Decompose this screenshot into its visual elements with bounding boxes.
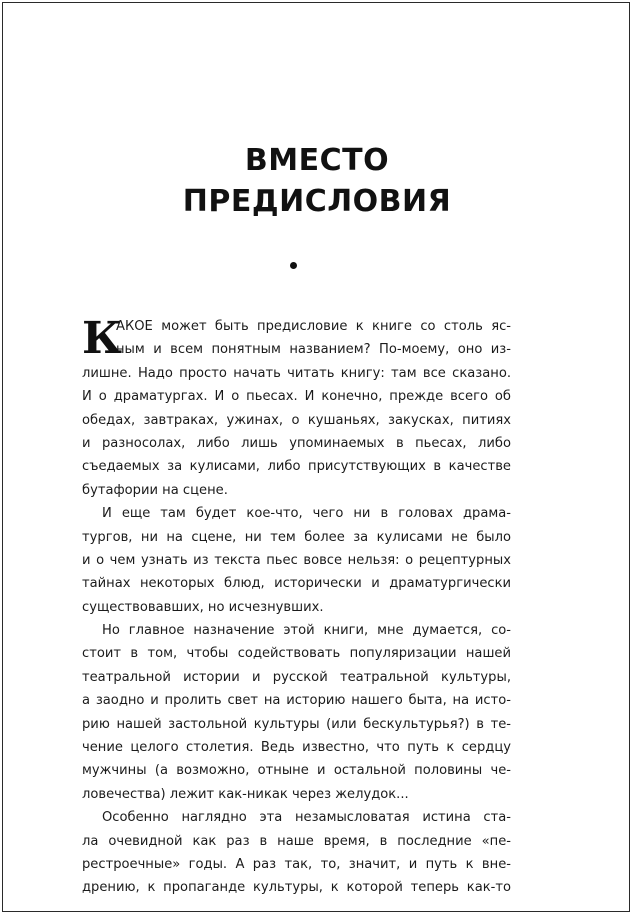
text-line: и разносолах, либо лишь упоминаемых в пьесах, либо [82,435,511,451]
text-line: стоит в том, чтобы содействовать популяризации нашей [82,646,511,662]
text-line: ным и всем понятным названием? По-моему, оно из- [116,342,511,358]
text-line: существовавших, но исчезнувших. [82,599,324,615]
text-line: театральной истории и русской театральной культуры, [82,669,511,685]
text-line: Особенно наглядно эта незамысловатая истина ста- [102,810,511,826]
chapter-title-line-1: ВМЕСТО [244,143,390,178]
drop-cap: К [82,313,123,364]
chapter-title-line-2: ПРЕДИСЛОВИЯ [182,184,452,219]
body-text [82,315,511,900]
text-line: чение целого столетия. Ведь известно, что путь к сердцу [82,740,511,756]
text-line: Но главное назначение этой книги, мне думается, со- [102,623,511,639]
text-line: рию нашей застольной культуры (или бескультурья?) в те- [82,716,511,732]
text-line: тургов, ни на сцене, ни тем более за кулисами не было [82,529,511,545]
text-line: тайнах некоторых блюд, исторически и драматургически [82,576,511,592]
text-line: лишне. Надо просто начать читать книгу: там все сказано. [82,365,511,381]
text-line: и о чем узнать из текста пьес вовсе нельзя: о рецептурных [82,552,511,568]
text-line: бутафории на сцене. [82,482,228,498]
text-line: И о драматургах. И о пьесах. И конечно, прежде всего об [82,389,511,405]
text-line: ла очевидной как раз в наше время, в последние «пе- [82,833,511,849]
text-line: мужчины (а возможно, отныне и остальной половины че- [82,763,511,779]
title-separator-dot [290,262,297,269]
text-line: а заодно и пролить свет на историю нашего быта, на исто- [82,693,511,709]
chapter-title [0,140,634,222]
text-line: обедах, завтраках, ужинах, о кушаньях, закусках, питиях [82,412,511,428]
text-line: рестроечные» годы. А раз так, то, значит, и путь к вне- [82,856,511,872]
text-line: ловечества) лежит как-никак через желудок... [82,786,409,802]
text-line: съедаемых за кулисами, либо присутствующих в качестве [82,459,511,475]
text-line: дрению, к пропаганде культуры, к которой теперь как-то [82,880,511,896]
text-line: И еще там будет кое-что, чего ни в головах драма- [102,506,511,522]
text-line: АКОЕ может быть предисловие к книге со столь яс- [116,319,511,334]
